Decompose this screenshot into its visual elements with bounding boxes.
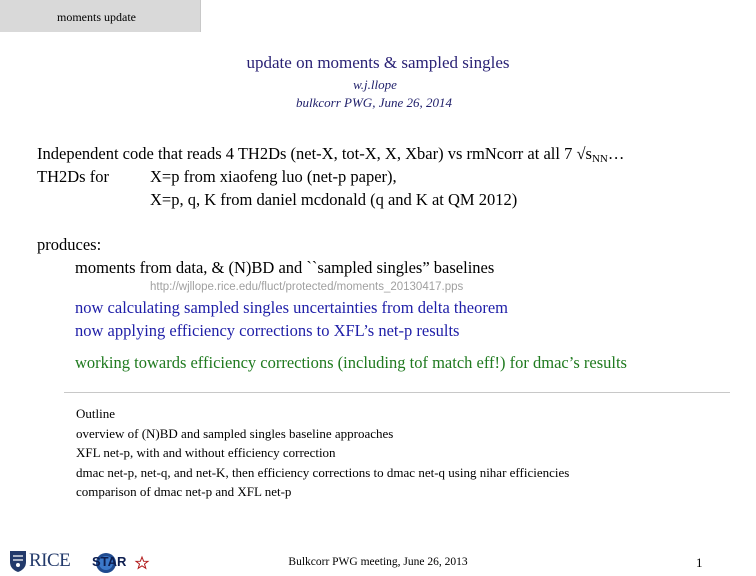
th2ds-label: TH2Ds for [37,167,109,186]
intro-tail: … [607,144,625,163]
header-tab [0,0,201,32]
outline-item: comparison of dmac net-p and XFL net-p [76,484,292,499]
page-number: 1 [696,555,703,570]
moments-line: moments from data, & (N)BD and ``sampled singles” baselines [75,258,495,277]
th2ds-source-1: X=p from xiaofeng luo (net-p paper), [150,167,397,186]
star-logo-text: STAR [92,554,127,569]
outline-heading: Outline [76,406,115,421]
slide-title: update on moments & sampled singles [246,53,510,72]
section-divider [64,392,730,393]
slide-author: w.j.llope [353,77,397,92]
status-line-efficiency: now applying efficiency corrections to XFL’s net-p results [75,321,460,340]
intro-line [37,144,624,165]
intro-subscript: NN [591,153,608,165]
slide-venue: bulkcorr PWG, June 26, 2014 [296,95,452,110]
header-tab-label: moments update [57,10,136,24]
outline-item: XFL net-p, with and without efficiency correction [76,445,336,460]
reference-url[interactable]: http://wjllope.rice.edu/fluct/protected/moments_20130417.pps [150,281,464,293]
intro-text: Independent code that reads 4 TH2Ds (net-X, tot-X, X, Xbar) vs rmNcorr at all 7 √s [37,144,592,163]
rice-logo-text: RICE [29,550,71,571]
outline-item: dmac net-p, net-q, and net-K, then efficiency corrections to dmac net-q using nihar efficiencies [76,465,570,480]
footer-meeting: Bulkcorr PWG meeting, June 26, 2013 [288,556,468,568]
status-line-working: working towards efficiency corrections (including tof match eff!) for dmac’s results [75,353,627,372]
th2ds-source-2: X=p, q, K from daniel mcdonald (q and K at QM 2012) [150,190,518,209]
produces-label: produces: [37,235,102,254]
status-line-uncertainties: now calculating sampled singles uncertainties from delta theorem [75,298,508,317]
outline-item: overview of (N)BD and sampled singles baseline approaches [76,426,394,441]
